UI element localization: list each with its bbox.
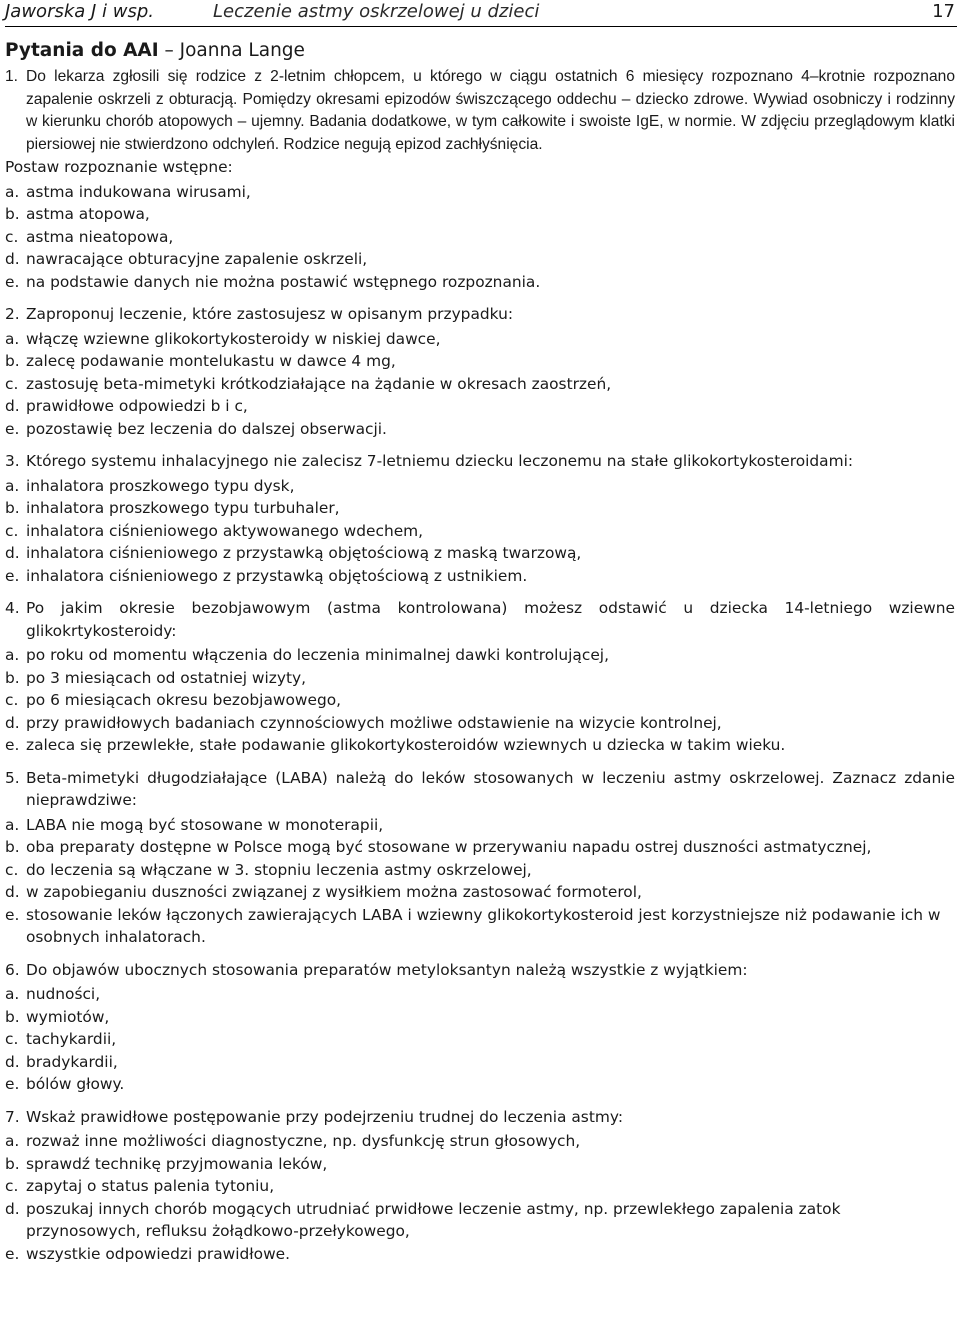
header-authors: Jaworska J i wsp. (5, 1, 155, 22)
option-letter: c. (5, 1030, 19, 1048)
option-text: na podstawie danych nie można postawić wstępnego rozpoznania. (26, 272, 541, 291)
option-letter: e. (5, 1075, 20, 1093)
answer-option (5, 497, 955, 520)
option-letter: d. (5, 250, 20, 268)
answer-option (5, 181, 955, 204)
option-text: rozważ inne możliwości diagnostyczne, np. dysfunkcję strun głosowych, (26, 1132, 581, 1150)
option-text: nudności, (26, 985, 101, 1003)
option-letter: c. (5, 521, 19, 540)
question-body: Do lekarza zgłosili się rodzice z 2-letnim chłopcem, u którego w ciągu ostatnich 6 miesięcy rozpoznano 4–krotnie rozpoznano zapalenie oskrzeli z obturacją. Pomiędzy okresami epizodów świszczącego oddechu – dziecko zdrowe. Wywiad osobniczy i rodzinny w kierunku chorób atopowych – ujemny. Badania dodatkowe, w tym całkowite i swoiste IgE, w normie. W zdjęciu przeglądowym klatki piersiowej nie stwierdzono odchyleń. Rodzice negują epizod zachłyśnięcia. (26, 68, 955, 153)
question-text (5, 959, 955, 982)
question-number: 5. (5, 768, 20, 787)
option-letter: a. (5, 476, 20, 495)
answer-option (5, 1028, 955, 1051)
option-text: przy prawidłowych badaniach czynnościowych możliwe odstawienie na wizycie kontrolnej, (26, 713, 722, 732)
answer-options (5, 328, 955, 441)
answer-option (5, 881, 955, 904)
answer-option (5, 644, 955, 667)
answer-option (5, 667, 955, 690)
question-body: Beta-mimetyki długodziałające (LABA) należą do leków stosowanych w leczeniu astmy oskrzelowej. Zaznacz zdanie nieprawdziwe: (26, 768, 955, 809)
option-text: sprawdź technikę przyjmowania leków, (26, 1154, 328, 1173)
option-letter: d. (5, 1052, 20, 1071)
option-text: inhalatora proszkowego typu turbuhaler, (26, 499, 340, 517)
answer-options (5, 475, 955, 588)
option-letter: c. (5, 691, 19, 709)
answer-option (5, 395, 955, 418)
question-text (5, 303, 955, 326)
option-letter: e. (5, 419, 20, 438)
answer-option (5, 418, 955, 441)
option-text: prawidłowe odpowiedzi b i c, (26, 397, 248, 415)
option-letter: c. (5, 860, 19, 879)
question-body: Po jakim okresie bezobjawowym (astma kontrolowana) możesz odstawić u dziecka 14-letniego wziewne glikokrtykosteroidy: (26, 599, 955, 640)
section-title-author: – Joanna Lange (158, 40, 305, 61)
question-number: 7. (5, 1107, 20, 1126)
option-text: po roku od momentu włączenia do leczenia minimalnej dawki kontrolującej, (26, 646, 609, 664)
question-3 (5, 450, 955, 587)
option-text: inhalatora ciśnieniowego aktywowanego wdechem, (26, 521, 424, 540)
option-letter: d. (5, 1199, 20, 1218)
option-letter: d. (5, 544, 20, 562)
option-text: zaleca się przewlekłe, stałe podawanie glikokortykosteroidów wziewnych u dziecka w takim wieku. (26, 736, 786, 754)
option-text: stosowanie leków łączonych zawierających LABA i wziewny glikokortykosteroid jest korzystniejsze niż podawanie ich w osobnych inhalatorach. (26, 905, 941, 946)
section-title-bold: Pytania do AAI (5, 40, 159, 61)
answer-option (5, 1006, 955, 1029)
option-text: poszukaj innych chorób mogących utrudniać prwidłowe leczenie astmy, np. przewlekłego zapalenia zatok przynosowych, refluksu żołądkowo-przełykowego, (26, 1199, 841, 1240)
answer-option (5, 1073, 955, 1096)
answer-option (5, 1243, 955, 1266)
answer-option (5, 350, 955, 373)
answer-option (5, 565, 955, 588)
answer-option (5, 1130, 955, 1153)
option-letter: e. (5, 566, 20, 585)
answer-option (5, 814, 955, 837)
answer-options (5, 644, 955, 757)
question-6 (5, 959, 955, 1096)
answer-option (5, 836, 955, 859)
answer-options (5, 181, 955, 294)
running-header (5, 0, 957, 27)
question-body: Zaproponuj leczenie, które zastosujesz w opisanym przypadku: (26, 305, 514, 323)
answer-options (5, 814, 955, 949)
option-text: w zapobieganiu duszności związanej z wysiłkiem można zastosować formoterol, (26, 883, 642, 901)
option-text: bólów głowy. (26, 1075, 125, 1093)
option-text: do leczenia są włączane w 3. stopniu leczenia astmy oskrzelowej, (26, 860, 532, 879)
answer-option (5, 1175, 955, 1198)
question-text (5, 1106, 955, 1129)
option-text: inhalatora ciśnieniowego z przystawką objętościową z ustnikiem. (26, 566, 528, 585)
question-number: 6. (5, 960, 20, 979)
header-title: Leczenie astmy oskrzelowej u dzieci (213, 1, 540, 22)
option-text: inhalatora proszkowego typu dysk, (26, 476, 295, 495)
option-text: tachykardii, (26, 1030, 117, 1048)
answer-option (5, 226, 955, 249)
answer-option (5, 248, 955, 271)
question-text (5, 450, 955, 473)
option-letter: a. (5, 329, 20, 348)
answer-option (5, 1153, 955, 1176)
answer-option (5, 983, 955, 1006)
option-letter: a. (5, 985, 20, 1003)
question-number: 4. (5, 599, 20, 617)
option-letter: a. (5, 815, 20, 834)
option-letter: d. (5, 397, 20, 415)
option-text: astma nieatopowa, (26, 227, 174, 246)
option-letter: c. (5, 374, 19, 393)
option-letter: c. (5, 1177, 19, 1195)
question-body: Którego systemu inhalacyjnego nie zalecisz 7-letniemu dziecku leczonemu na stałe glikokortykosteroidami: (26, 452, 854, 470)
question-number: 3. (5, 452, 20, 470)
option-text: wszystkie odpowiedzi prawidłowe. (26, 1244, 291, 1263)
question-number: 2. (5, 305, 20, 323)
option-letter: b. (5, 1154, 20, 1173)
questions-list (5, 66, 955, 1275)
page-number: 17 (932, 1, 955, 22)
answer-option (5, 689, 955, 712)
question-5 (5, 767, 955, 949)
answer-options (5, 1130, 955, 1265)
answer-option (5, 734, 955, 757)
question-4 (5, 597, 955, 757)
option-letter: b. (5, 352, 20, 370)
option-text: zalecę podawanie montelukastu w dawce 4 mg, (26, 352, 396, 370)
option-letter: b. (5, 838, 20, 856)
answer-option (5, 1051, 955, 1074)
answer-option (5, 328, 955, 351)
option-letter: b. (5, 499, 20, 517)
answer-option (5, 373, 955, 396)
question-2 (5, 303, 955, 440)
option-text: po 3 miesiącach od ostatniej wizyty, (26, 668, 306, 687)
option-letter: a. (5, 646, 20, 664)
option-text: astma atopowa, (26, 205, 150, 223)
option-letter: a. (5, 182, 20, 201)
question-7 (5, 1106, 955, 1266)
answer-option (5, 712, 955, 735)
answer-options (5, 983, 955, 1096)
question-text (5, 597, 955, 642)
option-text: nawracające obturacyjne zapalenie oskrzeli, (26, 250, 368, 268)
option-text: wymiotów, (26, 1007, 110, 1026)
answer-option (5, 904, 955, 949)
option-text: zastosuję beta-mimetyki krótkodziałające na żądanie w okresach zaostrzeń, (26, 374, 612, 393)
option-letter: e. (5, 272, 20, 291)
option-text: pozostawię bez leczenia do dalszej obserwacji. (26, 419, 387, 438)
option-text: inhalatora ciśnieniowego z przystawką objętościową z maską twarzową, (26, 544, 582, 562)
question-text (5, 767, 955, 812)
answer-option (5, 542, 955, 565)
option-text: astma indukowana wirusami, (26, 182, 251, 201)
option-letter: e. (5, 905, 20, 924)
answer-option (5, 203, 955, 226)
option-text: bradykardii, (26, 1052, 118, 1071)
option-letter: d. (5, 883, 20, 901)
option-letter: b. (5, 668, 20, 687)
option-text: LABA nie mogą być stosowane w monoterapii, (26, 815, 384, 834)
question-body: Wskaż prawidłowe postępowanie przy podejrzeniu trudnej do leczenia astmy: (26, 1107, 624, 1126)
section-title (5, 40, 305, 62)
option-text: zapytaj o status palenia tytoniu, (26, 1177, 275, 1195)
question-prompt: Postaw rozpoznanie wstępne: (5, 158, 233, 176)
answer-option (5, 859, 955, 882)
question-body: Do objawów ubocznych stosowania preparatów metyloksantyn należą wszystkie z wyjątkiem: (26, 960, 748, 979)
answer-option (5, 1198, 955, 1243)
question-1 (5, 66, 955, 293)
option-text: oba preparaty dostępne w Polsce mogą być stosowane w przerywaniu napadu ostrej duszności astmatycznej, (26, 838, 872, 856)
option-letter: a. (5, 1132, 20, 1150)
answer-option (5, 475, 955, 498)
option-letter: d. (5, 713, 20, 732)
option-letter: b. (5, 1007, 20, 1026)
option-letter: e. (5, 736, 20, 754)
option-text: włączę wziewne glikokortykosteroidy w niskiej dawce, (26, 329, 441, 348)
option-letter: b. (5, 205, 20, 223)
answer-option (5, 271, 955, 294)
option-letter: e. (5, 1244, 20, 1263)
question-number: 1. (5, 68, 19, 85)
option-text: po 6 miesiącach okresu bezobjawowego, (26, 691, 342, 709)
question-text (5, 66, 955, 156)
option-letter: c. (5, 227, 19, 246)
answer-option (5, 520, 955, 543)
